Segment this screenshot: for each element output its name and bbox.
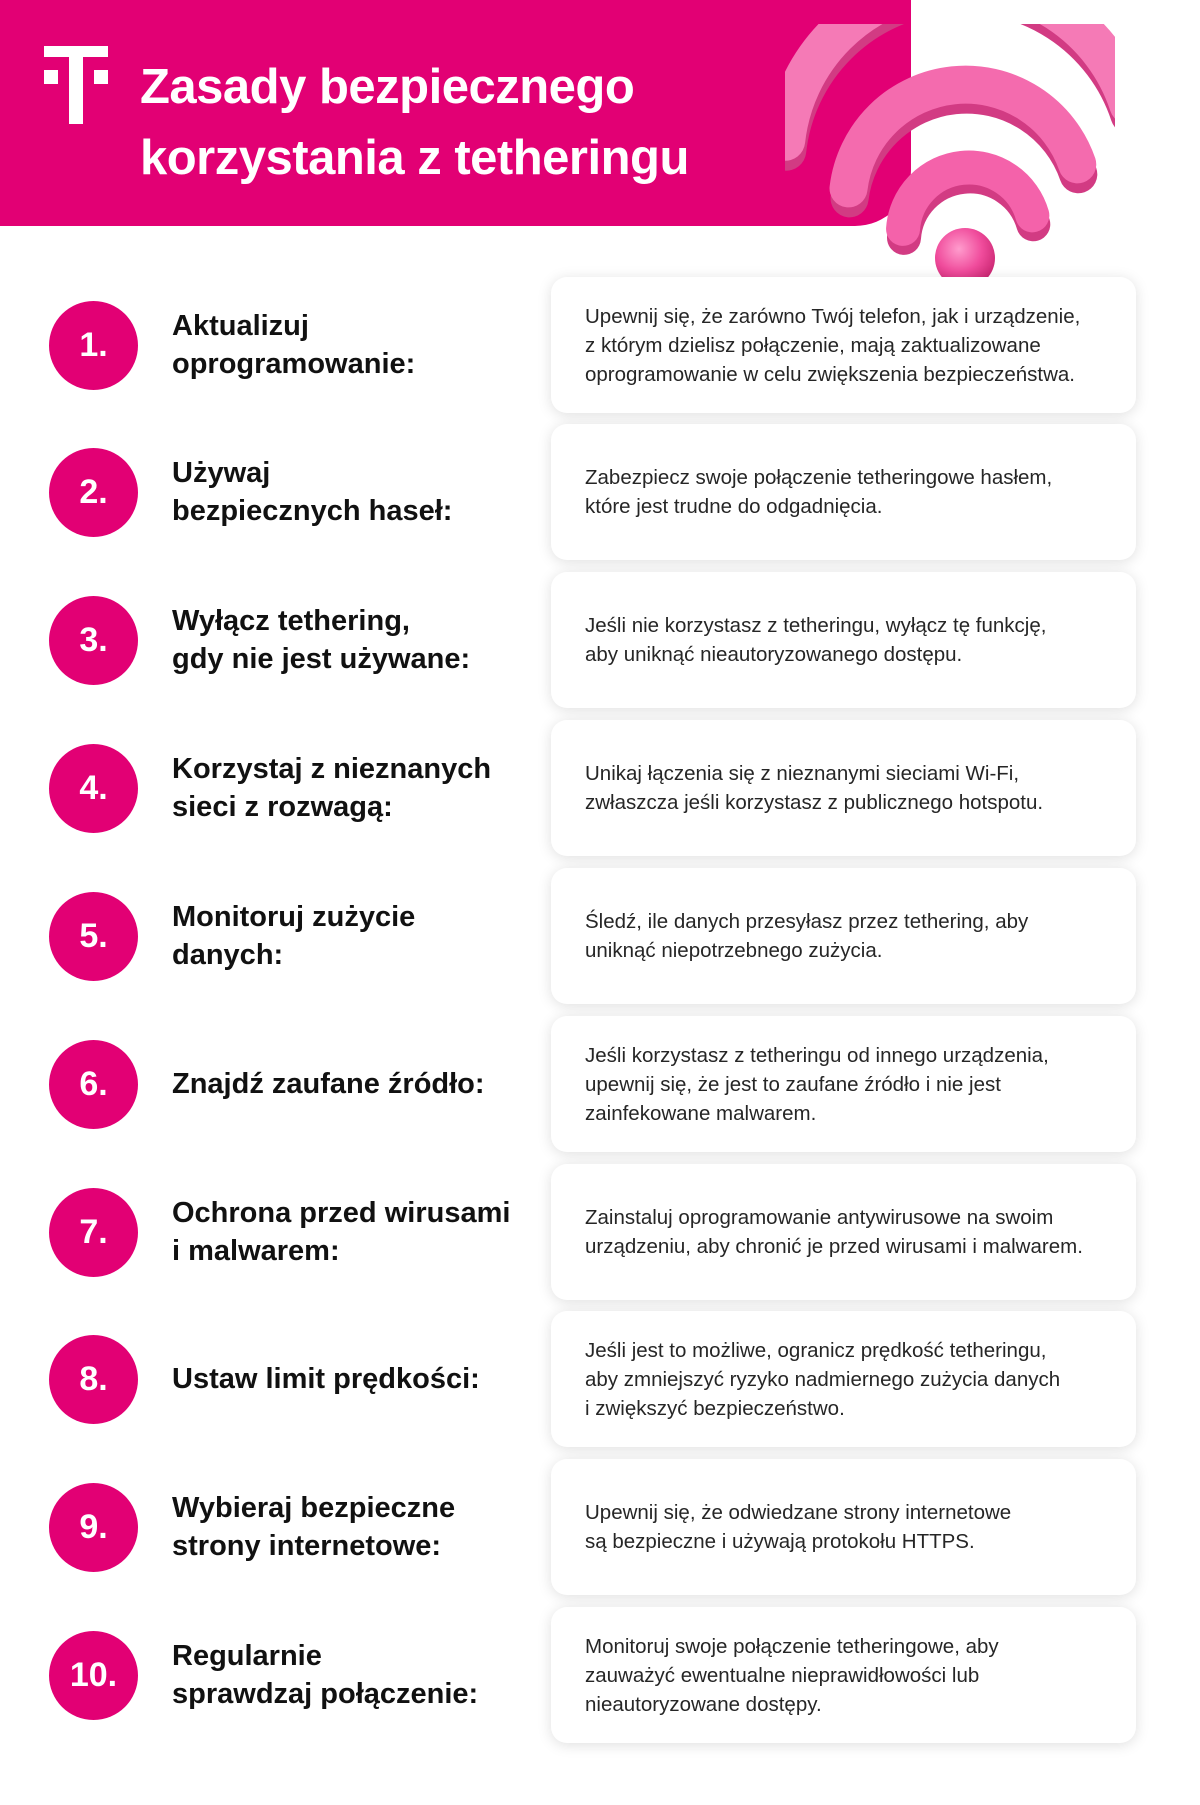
tip-title: Ochrona przed wirusami i malwarem:: [172, 1197, 511, 1267]
tip-description-card: [551, 572, 1136, 708]
title-line-2: korzystania z tetheringu: [140, 131, 689, 185]
tip-item-7: [0, 1164, 1200, 1300]
tip-title: Wyłącz tethering, gdy nie jest używane:: [172, 605, 471, 675]
tip-description-card: [551, 1607, 1136, 1743]
tip-description-card: [551, 1459, 1136, 1595]
tip-description: Jeśli nie korzystasz z tetheringu, wyłącz tę funkcję, aby uniknąć nieautoryzowanego dostępu.: [585, 614, 1047, 666]
tip-item-5: [0, 868, 1200, 1004]
tip-item-4: [0, 720, 1200, 856]
title-line-1: Zasady bezpiecznego: [140, 60, 635, 114]
tip-title: Wybieraj bezpieczne strony internetowe:: [172, 1492, 456, 1562]
tip-item-3: [0, 572, 1200, 708]
tip-item-2: [0, 424, 1200, 560]
tip-description-card: [551, 720, 1136, 856]
tip-description: Upewnij się, że odwiedzane strony internetowe są bezpieczne i używają protokołu HTTPS.: [585, 1501, 1012, 1553]
tip-number-badge: 5.: [49, 892, 138, 981]
tip-title: Aktualizuj oprogramowanie:: [172, 310, 416, 380]
tip-title: Znajdź zaufane źródło:: [172, 1068, 485, 1100]
tip-number-badge: 9.: [49, 1483, 138, 1572]
tip-number-badge: 7.: [49, 1188, 138, 1277]
tip-title: Ustaw limit prędkości:: [172, 1363, 480, 1395]
tip-item-10: [0, 1607, 1200, 1743]
tip-description: Jeśli jest to możliwe, ogranicz prędkość tetheringu, aby zmniejszyć ryzyko nadmiernego zużycia danych i zwiększyć bezpieczeństwo.: [585, 1338, 1061, 1420]
tip-description-card: [551, 1164, 1136, 1300]
tip-description: Unikaj łączenia się z nieznanymi sieciami Wi-Fi, zwłaszcza jeśli korzystasz z publicznego hotspotu.: [585, 762, 1044, 814]
tip-number-badge: 6.: [49, 1040, 138, 1129]
tip-description: Jeśli korzystasz z tetheringu od innego urządzenia, upewnij się, że jest to zaufane źródło i nie jest zainfekowane malwarem.: [585, 1043, 1049, 1125]
tip-description: Upewnij się, że zarówno Twój telefon, jak i urządzenie, z którym dzielisz połączenie, mają zaktualizowane oprogramowanie w celu zwiększenia bezpieczeństwa.: [585, 304, 1081, 386]
tip-number-badge: 10.: [49, 1631, 138, 1720]
tip-description: Zabezpiecz swoje połączenie tetheringowe hasłem, które jest trudne do odgadnięcia.: [585, 466, 1053, 518]
tip-description: Zainstaluj oprogramowanie antywirusowe na swoim urządzeniu, aby chronić je przed wirusami i malwarem.: [585, 1206, 1083, 1258]
tip-item-8: [0, 1311, 1200, 1447]
tip-description-card: [551, 868, 1136, 1004]
tip-item-6: [0, 1016, 1200, 1152]
tip-title: Regularnie sprawdzaj połączenie:: [172, 1640, 479, 1710]
tip-description-card: [551, 424, 1136, 560]
tip-item-1: [0, 277, 1200, 413]
tip-item-9: [0, 1459, 1200, 1595]
tip-number-badge: 3.: [49, 596, 138, 685]
tip-title: Używaj bezpiecznych haseł:: [172, 457, 453, 527]
tip-number-badge: 2.: [49, 448, 138, 537]
tip-description-card: [551, 277, 1136, 413]
tip-title: Korzystaj z nieznanych sieci z rozwagą:: [172, 753, 492, 823]
tip-description: Śledź, ile danych przesyłasz przez tethering, aby uniknąć niepotrzebnego zużycia.: [585, 910, 1029, 962]
tip-description-card: [551, 1016, 1136, 1152]
tip-description-card: [551, 1311, 1136, 1447]
tip-description: Monitoruj swoje połączenie tetheringowe, aby zauważyć ewentualne nieprawidłowości lub nieautoryzowane dostępy.: [585, 1634, 999, 1716]
tip-number-badge: 1.: [49, 301, 138, 390]
tip-title: Monitoruj zużycie danych:: [172, 901, 416, 971]
tip-number-badge: 8.: [49, 1335, 138, 1424]
tip-number-badge: 4.: [49, 744, 138, 833]
